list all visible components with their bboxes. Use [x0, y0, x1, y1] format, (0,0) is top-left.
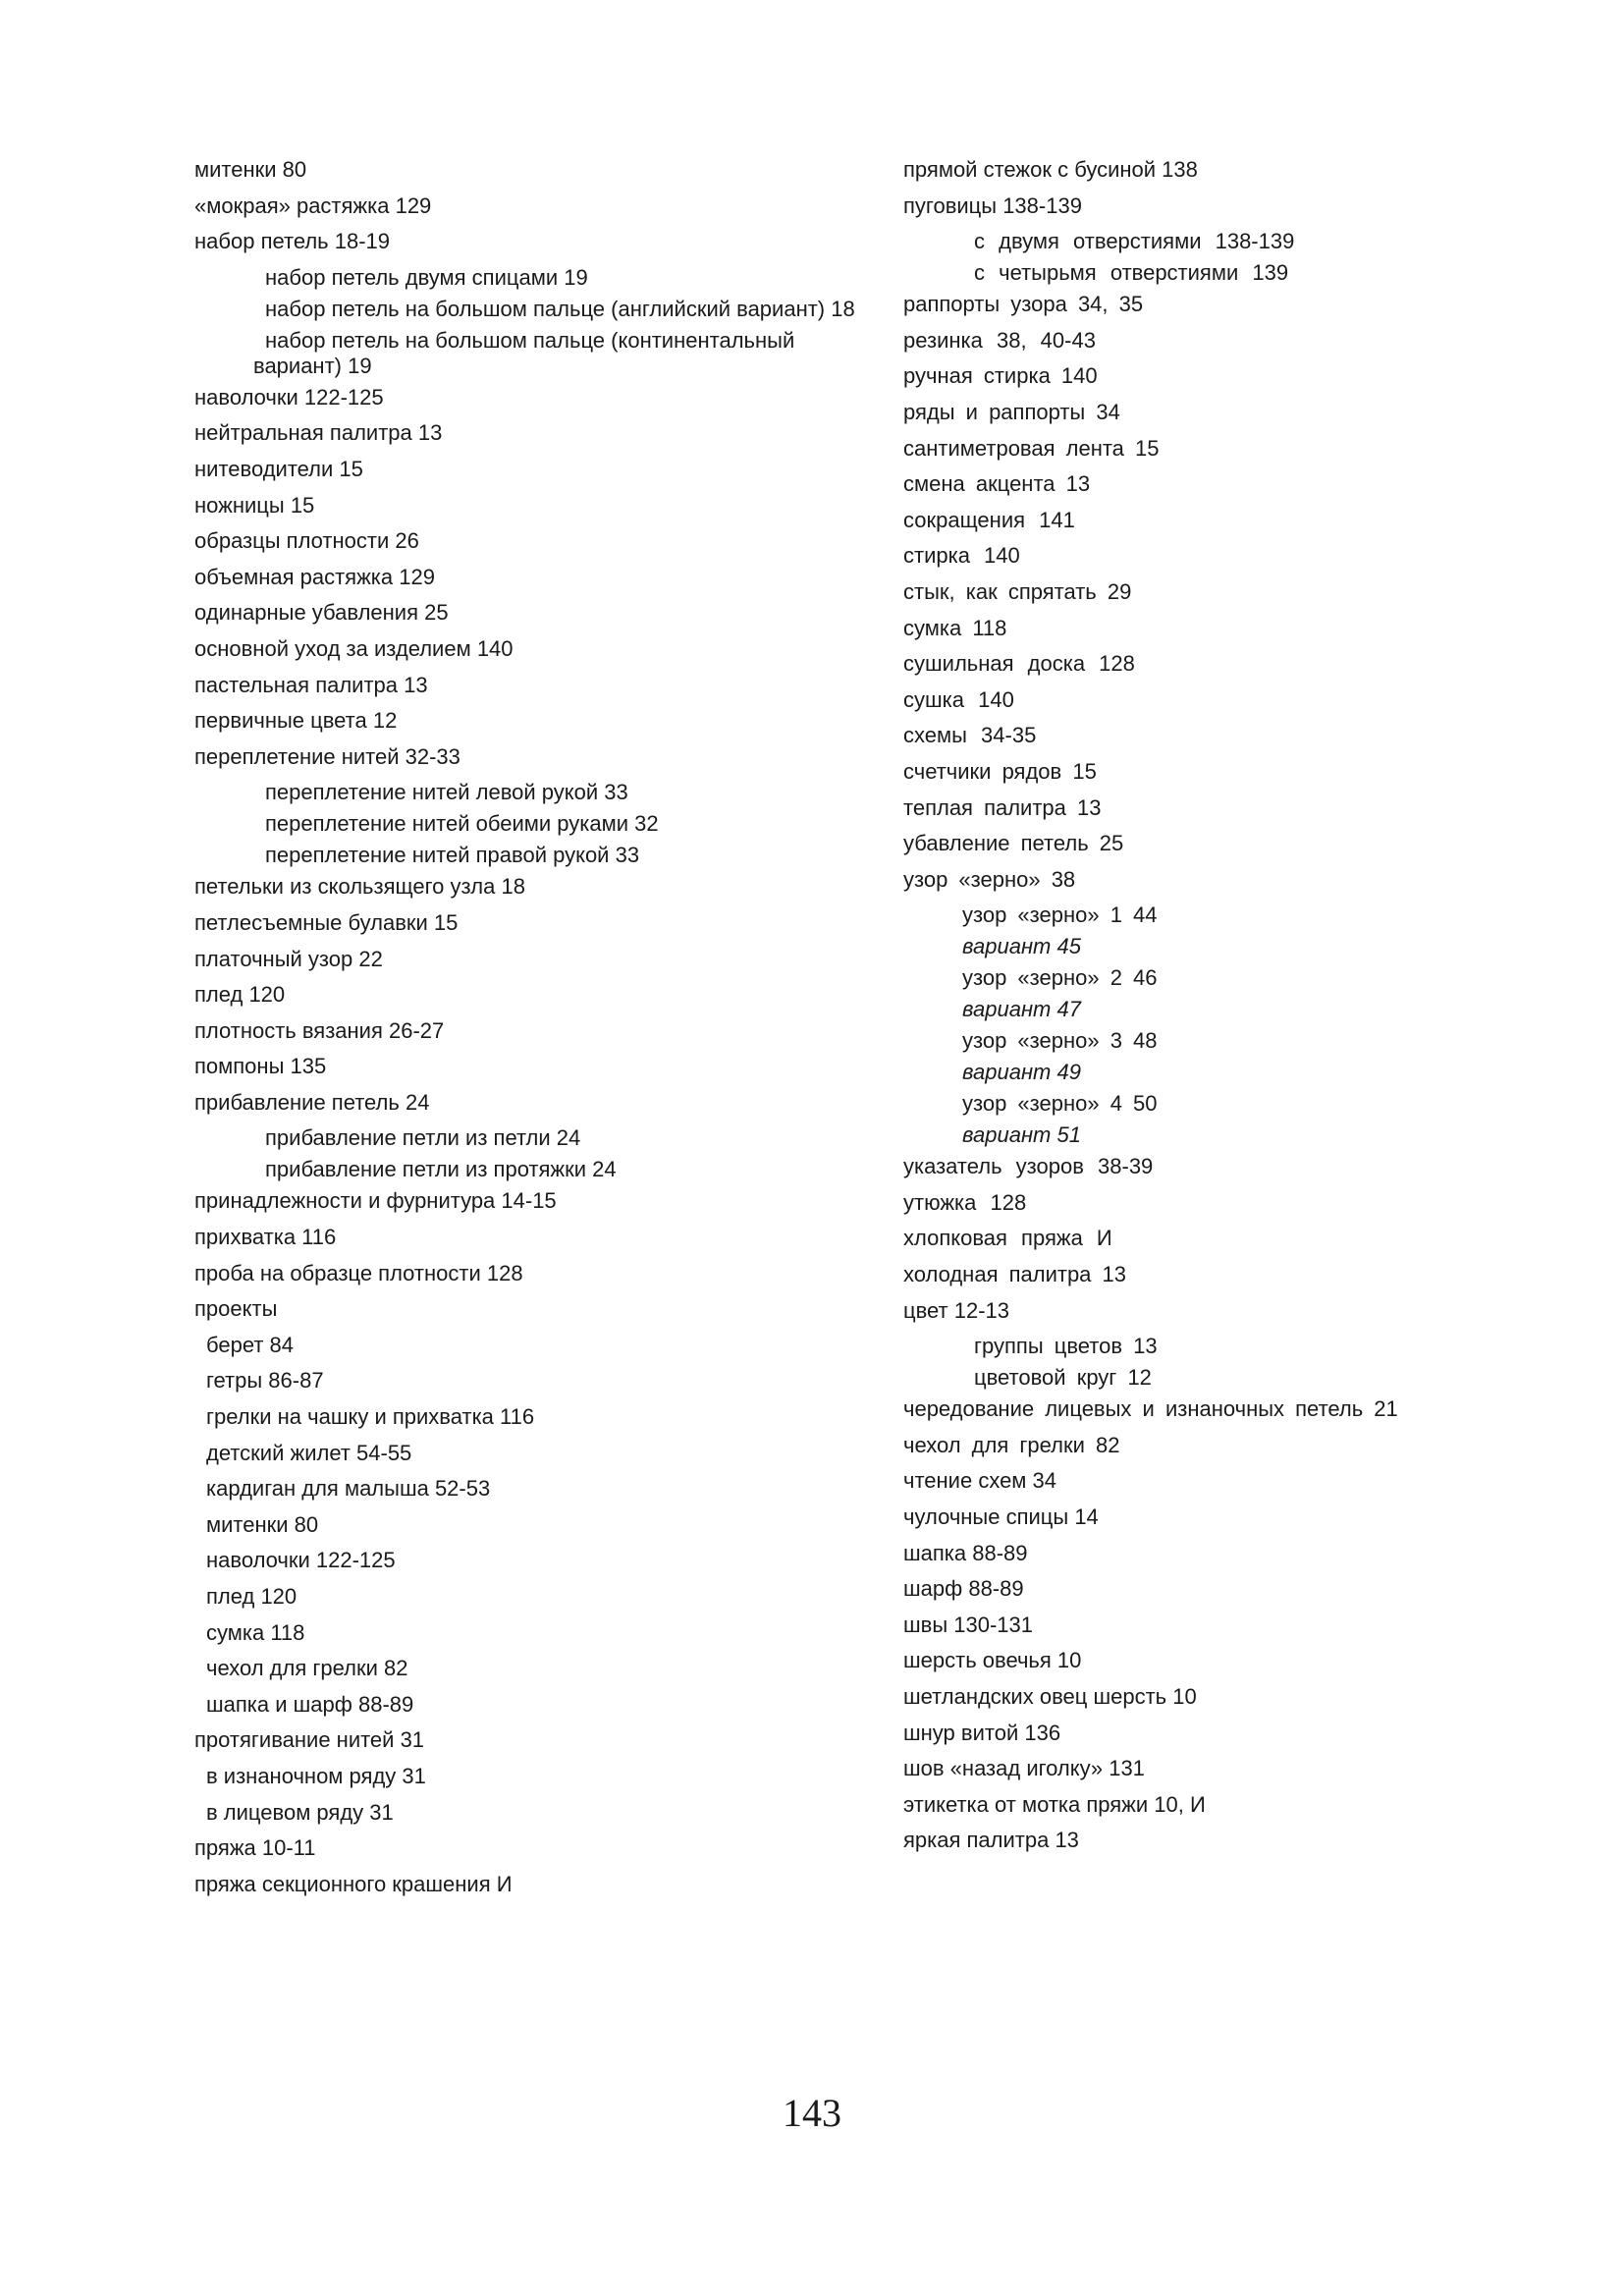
- index-entry: чулочные спицы 14: [903, 1504, 1099, 1530]
- index-entry: проба на образце плотности 128: [194, 1260, 523, 1285]
- index-entry: гетры 86-87: [206, 1368, 324, 1394]
- index-entry: петлесъемные булавки 15: [194, 909, 459, 935]
- index-entry: пряжа 10-11: [194, 1835, 316, 1861]
- index-entry: нейтральная палитра 13: [194, 420, 443, 446]
- index-entry: вариант 47: [962, 997, 1081, 1022]
- index-entry: холодная палитра 13: [903, 1262, 1126, 1287]
- index-entry: сушка 140: [903, 686, 1014, 712]
- index-entry: нитеводители 15: [194, 456, 363, 481]
- index-entry: набор петель на большом пальце (английский вариант) 18: [265, 296, 855, 321]
- index-entry: переплетение нитей обеими руками 32: [265, 811, 659, 837]
- index-entry: узор «зерно» 1 44: [962, 902, 1158, 928]
- index-entry: пряжа секционного крашения И: [194, 1871, 513, 1896]
- index-entry: цветовой круг 12: [974, 1365, 1152, 1391]
- index-entry: узор «зерно» 4 50: [962, 1091, 1158, 1117]
- index-column-right: [903, 157, 1532, 1864]
- index-entry: митенки 80: [206, 1511, 319, 1537]
- index-entry: яркая палитра 13: [903, 1828, 1079, 1853]
- index-entry: стирка 140: [903, 543, 1020, 569]
- index-entry: протягивание нитей 31: [194, 1727, 425, 1753]
- index-entry: смена акцента 13: [903, 471, 1091, 497]
- index-column-left: [194, 157, 882, 1907]
- index-entry: чередование лицевых и изнаночных петель 21: [903, 1396, 1398, 1422]
- index-entry: кардиган для малыша 52-53: [206, 1476, 491, 1502]
- index-entry: объемная растяжка 129: [194, 564, 435, 589]
- index-entry: вариант 45: [962, 934, 1081, 959]
- index-entry: утюжка 128: [903, 1189, 1027, 1215]
- index-entry: сумка 118: [903, 615, 1007, 640]
- index-entry: ручная стирка 140: [903, 363, 1098, 389]
- index-entry: теплая палитра 13: [903, 794, 1102, 820]
- index-entry: митенки 80: [194, 157, 307, 182]
- index-entry: переплетение нитей левой рукой 33: [265, 780, 628, 805]
- index-entry: сушильная доска 128: [903, 651, 1135, 677]
- index-entry: шарф 88-89: [903, 1576, 1024, 1602]
- index-entry: пуговицы 138-139: [903, 192, 1082, 218]
- index-entry: стык, как спрятать 29: [903, 578, 1132, 604]
- index-entry: набор петель двумя спицами 19: [265, 264, 588, 290]
- index-entry: хлопковая пряжа И: [903, 1226, 1112, 1251]
- index-entry: плед 120: [206, 1584, 298, 1609]
- index-entry: вариант 49: [962, 1060, 1081, 1085]
- index-entry: первичные цвета 12: [194, 708, 398, 734]
- index-entry: шерсть овечья 10: [903, 1648, 1082, 1673]
- index-entry: шов «назад иголку» 131: [903, 1756, 1145, 1781]
- index-entry: плед 120: [194, 982, 286, 1008]
- index-entry: сантиметровая лента 15: [903, 435, 1160, 461]
- index-entry: наволочки 122-125: [194, 384, 384, 410]
- index-entry: прибавление петли из протяжки 24: [265, 1157, 617, 1182]
- index-entry: ножницы 15: [194, 492, 315, 518]
- index-entry: «мокрая» растяжка 129: [194, 192, 432, 218]
- index-entry: вариант 51: [962, 1122, 1081, 1148]
- index-entry: шнур витой 136: [903, 1720, 1061, 1745]
- index-entry: шапка 88-89: [903, 1540, 1028, 1565]
- index-entry: схемы 34-35: [903, 723, 1037, 748]
- index-entry: с четырьмя отверстиями 139: [974, 260, 1289, 286]
- index-entry: узор «зерно» 38: [903, 866, 1076, 892]
- index-entry: сокращения 141: [903, 507, 1075, 532]
- index-entry: этикетка от мотка пряжи 10, И: [903, 1791, 1206, 1817]
- index-entry: наволочки 122-125: [206, 1548, 396, 1573]
- index-entry: узор «зерно» 3 48: [962, 1028, 1158, 1054]
- index-entry: детский жилет 54-55: [206, 1440, 412, 1465]
- index-entry: в лицевом ряду 31: [206, 1799, 394, 1825]
- index-entry: швы 130-131: [903, 1612, 1033, 1637]
- index-entry: одинарные убавления 25: [194, 600, 449, 626]
- index-entry: грелки на чашку и прихватка 116: [206, 1404, 535, 1430]
- index-entry: с двумя отверстиями 138-139: [974, 229, 1295, 254]
- index-entry: переплетение нитей 32-33: [194, 743, 460, 769]
- index-entry: чехол для грелки 82: [206, 1656, 408, 1681]
- index-entry: сумка 118: [206, 1619, 305, 1645]
- index-entry: набор петель 18-19: [194, 229, 390, 254]
- index-entry: платочный узор 22: [194, 946, 383, 971]
- index-entry: ряды и раппорты 34: [903, 399, 1120, 424]
- index-entry: группы цветов 13: [974, 1334, 1158, 1359]
- index-entry: принадлежности и фурнитура 14-15: [194, 1188, 557, 1214]
- index-entry: берет 84: [206, 1332, 294, 1357]
- index-entry: основной уход за изделием 140: [194, 635, 514, 661]
- index-entry: шетландских овец шерсть 10: [903, 1684, 1197, 1709]
- index-entry: плотность вязания 26-27: [194, 1017, 445, 1043]
- index-entry: раппорты узора 34, 35: [903, 292, 1144, 317]
- index-entry: цвет 12-13: [903, 1297, 1010, 1323]
- index-entry: чтение схем 34: [903, 1468, 1057, 1494]
- index-entry: прибавление петли из петли 24: [265, 1125, 581, 1151]
- index-entry: пастельная палитра 13: [194, 672, 428, 697]
- index-entry: убавление петель 25: [903, 831, 1124, 856]
- index-entry: образцы плотности 26: [194, 528, 419, 554]
- index-entry: помпоны 135: [194, 1054, 327, 1079]
- index-entry: переплетение нитей правой рукой 33: [265, 843, 640, 868]
- index-entry: прихватка 116: [194, 1225, 337, 1250]
- index-entry: указатель узоров 38-39: [903, 1154, 1154, 1179]
- index-entry: проекты: [194, 1296, 278, 1322]
- index-entry: в изнаночном ряду 31: [206, 1763, 426, 1788]
- index-entry: прямой стежок с бусиной 138: [903, 157, 1198, 182]
- index-entry: узор «зерно» 2 46: [962, 965, 1158, 991]
- index-entry: счетчики рядов 15: [903, 758, 1097, 784]
- page-number: 143: [783, 2091, 841, 2135]
- index-entry: шапка и шарф 88-89: [206, 1691, 414, 1717]
- index-entry: набор петель на большом пальце (континентальный вариант) 19: [253, 327, 795, 378]
- index-entry: петельки из скользящего узла 18: [194, 874, 525, 900]
- index-entry: резинка 38, 40-43: [903, 327, 1096, 353]
- index-entry: чехол для грелки 82: [903, 1432, 1120, 1457]
- index-entry: прибавление петель 24: [194, 1089, 430, 1115]
